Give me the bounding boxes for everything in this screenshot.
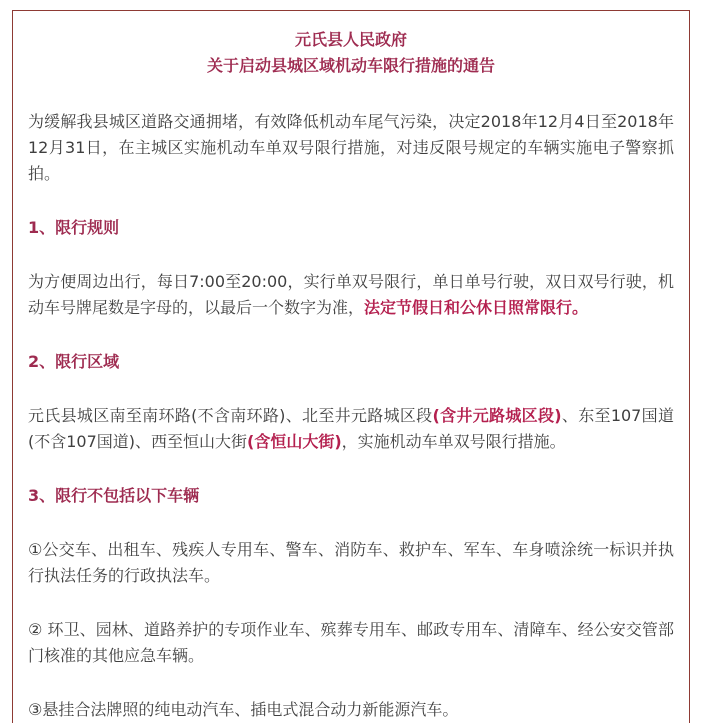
exempt-item-2: ② 环卫、园林、道路养护的专项作业车、殡葬专用车、邮政专用车、清障车、经公安交管部门核准的其他应急车辆。: [28, 620, 674, 665]
area-segment: 元氏县城区南至南环路(不含南环路)、北至井元路城区段: [28, 406, 433, 425]
rules-text: 为方便周边出行，每日7:00至20:00，实行单双号限行，单日单号行驶，双日双号行驶，机动车号牌尾数是字母的，以最后一个数字为准，: [28, 272, 674, 317]
notice-page: [12, 10, 690, 723]
notice-org-title: 元氏县人民政府: [294, 30, 407, 49]
section-1-heading: 1、限行规则: [28, 218, 120, 237]
exempt-item-3: ③悬挂合法牌照的纯电动汽车、插电式混合动力新能源汽车。: [28, 700, 459, 719]
section-2-heading: 2、限行区域: [28, 352, 120, 371]
rules-highlight-text: 法定节假日和公休日照常限行。: [364, 298, 589, 317]
area-segment-highlight: (含恒山大街): [247, 432, 342, 451]
section-1-paragraph: [28, 269, 674, 321]
area-segment-highlight: (含井元路城区段): [432, 406, 562, 425]
exempt-item-1: ①公交车、出租车、残疾人专用车、警车、消防车、救护车、军车、车身喷涂统一标识并执行执法任务的行政执法车。: [28, 540, 674, 585]
intro-paragraph: 为缓解我县城区道路交通拥堵，有效降低机动车尾气污染，决定2018年12月4日至2018年12月31日，在主城区实施机动车单双号限行措施，对违反限号规定的车辆实施电子警察抓拍。: [28, 112, 674, 183]
section-3-heading: 3、限行不包括以下车辆: [28, 486, 200, 505]
area-segment: 、东至107国道(不含107国道)、西至恒山大街: [28, 406, 674, 451]
area-segment: ，实施机动车单双号限行措施。: [341, 432, 566, 451]
section-2-paragraph: [28, 403, 674, 455]
notice-header: [28, 27, 674, 79]
notice-title: 关于启动县城区域机动车限行措施的通告: [206, 56, 495, 75]
